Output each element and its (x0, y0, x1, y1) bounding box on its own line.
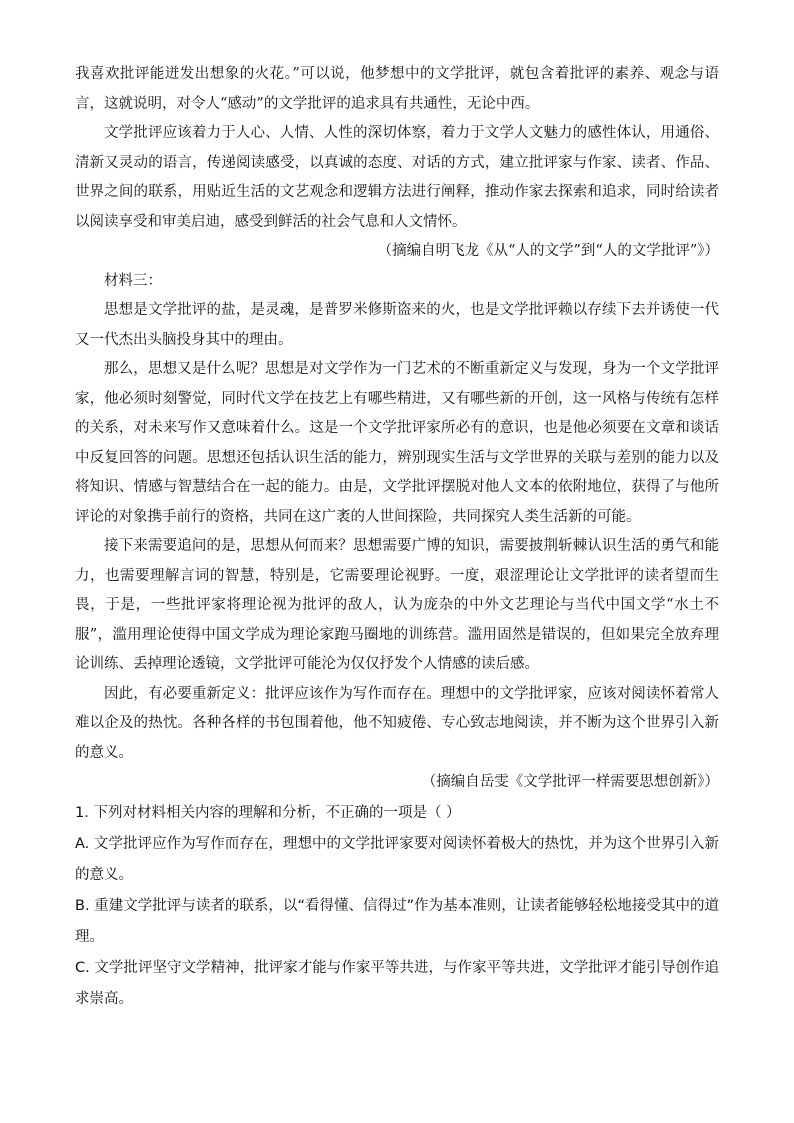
option-b: B. 重建文学批评与读者的联系，以“看得懂、信得过”作为基本准则，让读者能够轻松地接受其中的道理。 (75, 897, 719, 945)
material-three-section (75, 267, 719, 798)
option-c: C. 文学批评坚守文学精神，批评家才能与作家平等共进，与作家平等共进，文学批评才能引导创作追求崇高。 (75, 959, 719, 1007)
material-three-paragraph: 因此，有必要重新定义：批评应该作为写作而存在。理想中的文学批评家，应该对阅读怀着常人难以企及的热忱。各种各样的书包围着他，他不知疲倦、专心致志地阅读，并不断为这个世界引入新的意义。 (75, 685, 719, 761)
material-two-paragraph-continued: 我喜欢批评能迸发出想象的火花。”可以说，他梦想中的文学批评，就包含着批评的素养、观念与语言，这就说明，对令人“感动”的文学批评的追求具有共通性，无论中西。 (75, 66, 719, 112)
material-three-paragraph: 接下来需要追问的是，思想从何而来？思想需要广博的知识，需要披荆斩棘认识生活的勇气和能力，也需要理解言词的智慧，特别是，它需要理论视野。一度，艰涩理论让文学批评的读者望而生畏，于是，一些批评家将理论视为批评的敌人，认为庞杂的中外文艺理论与当代中国文学“水土不服”，滥用理论使得中国文学成为理论家跑马圈地的训练营。滥用固然是错误的，但如果完全放弃理论训练、丢掉理论透镜，文学批评可能沦为仅仅抒发个人情感的读后感。 (75, 538, 719, 672)
material-two-source: （摘编自明飞龙《从“人的文学”到“人的文学批评”》） (377, 243, 719, 259)
question-stem: 1. 下列对材料相关内容的理解和分析，不正确的一项是（ ） (75, 804, 461, 821)
material-three-paragraph: 思想是文学批评的盐，是灵魂，是普罗米修斯盗来的火，也是文学批评赖以存续下去并诱使一代又一代杰出头脑投身其中的理由。 (75, 302, 719, 348)
material-three-paragraph: 那么，思想又是什么呢？思想是对文学作为一门艺术的不断重新定义与发现，身为一个文学批评家，他必须时刻警觉，同时代文学在技艺上有哪些精进，又有哪些新的开创，这一风格与传统有怎样的关系，对未来写作又意味着什么。这是一个文学批评家所必有的意识，也是他必须要在文章和谈话中反复回答的问题。思想还包括认识生活的能力，辨别现实生活与文学世界的关联与差别的能力以及将知识、情感与智慧结合在一起的能力。由是，文学批评摆脱对他人文本的依附地位，获得了与他所评论的对象携手前行的资格，共同在这广袤的人世间探险，共同探究人类生活新的可能。 (75, 361, 719, 525)
option-a: A. 文学批评应作为写作而存在，理想中的文学批评家要对阅读怀着极大的热忱，并为这个世界引入新的意义。 (75, 835, 719, 883)
material-two-paragraph: 文学批评应该着力于人心、人情、人性的深切体察，着力于文学人文魅力的感性体认，用通俗、清新又灵动的语言，传递阅读感受，以真诚的态度、对话的方式，建立批评家与作家、读者、作品、世界之间的联系，用贴近生活的文艺观念和逻辑方法进行阐释，推动作家去探索和追求，同时给读者以阅读享受和审美启迪，感受到鲜活的社会气息和人文情怀。 (75, 125, 719, 230)
material-three-source: （摘编自岳雯《文学批评一样需要思想创新》） (421, 774, 719, 790)
question-section (75, 798, 719, 1015)
material-three-label: 材料三： (104, 272, 162, 289)
material-two-section (75, 60, 719, 267)
